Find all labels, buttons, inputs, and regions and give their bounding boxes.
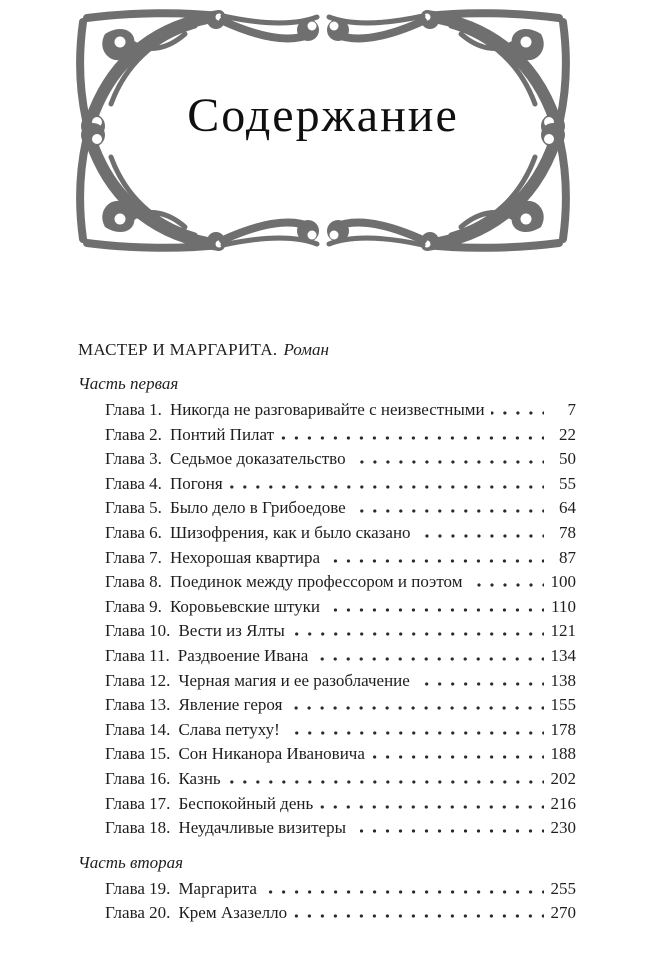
chapter-number: Глава 13.	[105, 695, 171, 715]
dot-leader	[416, 674, 544, 686]
chapter-title: Было дело в Грибоедове	[169, 498, 346, 518]
chapter-title: Раздвоение Ивана	[177, 645, 309, 665]
contents-title: Содержание	[187, 89, 459, 142]
chapter-number: Глава 6.	[105, 522, 162, 542]
toc-entry	[78, 693, 576, 718]
chapter-number: Глава 9.	[105, 596, 162, 616]
chapter-title: Шизофрения, как и было сказано	[169, 522, 411, 542]
page-number: 155	[550, 695, 576, 715]
dot-leader	[263, 882, 544, 894]
page-number: 270	[550, 903, 576, 923]
ornamental-frame	[73, 8, 573, 253]
chapter-title: Черная магия и ее разоблачение	[178, 670, 410, 690]
chapter-number: Глава 15.	[105, 744, 171, 764]
part-label-1: Часть первая	[78, 374, 179, 393]
dot-leader	[280, 428, 544, 440]
dot-leader	[227, 772, 544, 784]
chapter-title: Никогда не разговаривайте с неизвестными	[169, 400, 485, 419]
dot-leader	[326, 551, 544, 563]
toc-entry	[78, 718, 576, 743]
page-number: 202	[550, 768, 576, 788]
chapter-title: Казнь	[178, 768, 221, 788]
chapter-title: Явление героя	[178, 695, 283, 715]
page-number: 255	[550, 878, 576, 898]
toc-entry	[78, 619, 576, 644]
toc-entry	[78, 423, 576, 448]
toc-entry	[78, 447, 576, 472]
dot-leader	[417, 526, 544, 538]
page-number: 188	[550, 744, 576, 764]
chapter-number: Глава 20.	[105, 903, 171, 923]
toc-entry	[78, 742, 576, 767]
chapter-title: Коровьевские штуки	[169, 596, 321, 616]
chapter-title: Седьмое доказательство	[169, 449, 346, 469]
chapter-title: Погоня	[169, 473, 223, 493]
dot-leader	[352, 821, 544, 833]
page-number: 64	[559, 498, 576, 518]
chapter-number: Глава 12.	[105, 670, 171, 690]
page-number: 134	[550, 645, 576, 665]
dot-leader	[352, 501, 544, 513]
toc-entry	[78, 644, 576, 669]
chapter-title: Маргарита	[178, 878, 257, 898]
page-number: 22	[559, 424, 576, 444]
chapter-title: Вести из Ялты	[178, 621, 285, 641]
chapter-number: Глава 16.	[105, 768, 171, 788]
toc-entry	[78, 595, 576, 620]
chapter-number: Глава 17.	[105, 793, 171, 813]
toc-entry	[78, 472, 576, 497]
toc-entry	[78, 877, 576, 902]
dot-leader	[326, 600, 544, 612]
dot-leader	[491, 403, 544, 415]
chapter-title: Крем Азазелло	[178, 903, 288, 923]
dot-leader	[286, 723, 544, 735]
part-label-2: Часть вторая	[78, 852, 184, 872]
page-number: 138	[550, 670, 576, 690]
dot-leader	[352, 452, 544, 464]
dot-leader	[469, 575, 545, 587]
chapter-number: Глава 2.	[105, 424, 162, 444]
chapter-number: Глава 4.	[105, 473, 162, 493]
page-number: 230	[550, 818, 576, 838]
chapter-number: Глава 5.	[105, 498, 162, 518]
page-number: 55	[559, 473, 576, 493]
chapter-title: Понтий Пилат	[169, 424, 275, 444]
chapter-title: Неудачливые визитеры	[178, 818, 346, 838]
chapter-number: Глава 3.	[105, 449, 162, 469]
toc-entry	[78, 398, 576, 423]
chapter-title: Поединок между профессором и поэтом	[169, 572, 463, 592]
book-title: МАСТЕР И МАРГАРИТА.	[78, 340, 278, 359]
toc-entry	[78, 792, 576, 817]
chapter-number: Глава 1.	[105, 400, 162, 419]
chapter-title: Беспокойный день	[178, 793, 314, 813]
chapter-number: Глава 10.	[105, 621, 171, 641]
toc-entry	[78, 570, 576, 595]
chapter-number: Глава 19.	[105, 878, 171, 898]
dot-leader	[314, 649, 544, 661]
chapter-title: Сон Никанора Ивановича	[178, 744, 365, 764]
chapter-title: Нехорошая квартира	[169, 547, 321, 567]
chapter-title: Слава петуху!	[178, 719, 280, 739]
book-genre: Роман	[283, 340, 329, 359]
toc-entry	[78, 521, 576, 546]
toc-entry	[78, 546, 576, 571]
dot-leader	[371, 747, 544, 759]
chapter-number: Глава 14.	[105, 719, 171, 739]
dot-leader	[288, 698, 544, 710]
page-number: 78	[559, 522, 576, 542]
toc-entry	[78, 901, 576, 926]
page-number: 87	[559, 547, 576, 567]
page-number: 100	[550, 572, 576, 592]
dot-leader	[229, 477, 544, 489]
table-of-contents	[78, 337, 576, 926]
page-number: 216	[550, 793, 576, 813]
dot-leader	[291, 624, 544, 636]
toc-entry	[78, 496, 576, 521]
page-number: 7	[567, 400, 576, 419]
book-heading	[78, 337, 576, 362]
toc-entry	[78, 767, 576, 792]
toc-entry	[78, 816, 576, 841]
page-number: 121	[550, 621, 576, 641]
dot-leader	[319, 797, 544, 809]
page-number: 178	[550, 719, 576, 739]
chapter-number: Глава 7.	[105, 547, 162, 567]
toc-entry	[78, 669, 576, 694]
page-number: 110	[551, 596, 576, 616]
chapter-number: Глава 8.	[105, 572, 162, 592]
page-number: 50	[559, 449, 576, 469]
dot-leader	[293, 906, 544, 918]
chapter-number: Глава 18.	[105, 818, 171, 838]
chapter-number: Глава 11.	[105, 645, 170, 665]
